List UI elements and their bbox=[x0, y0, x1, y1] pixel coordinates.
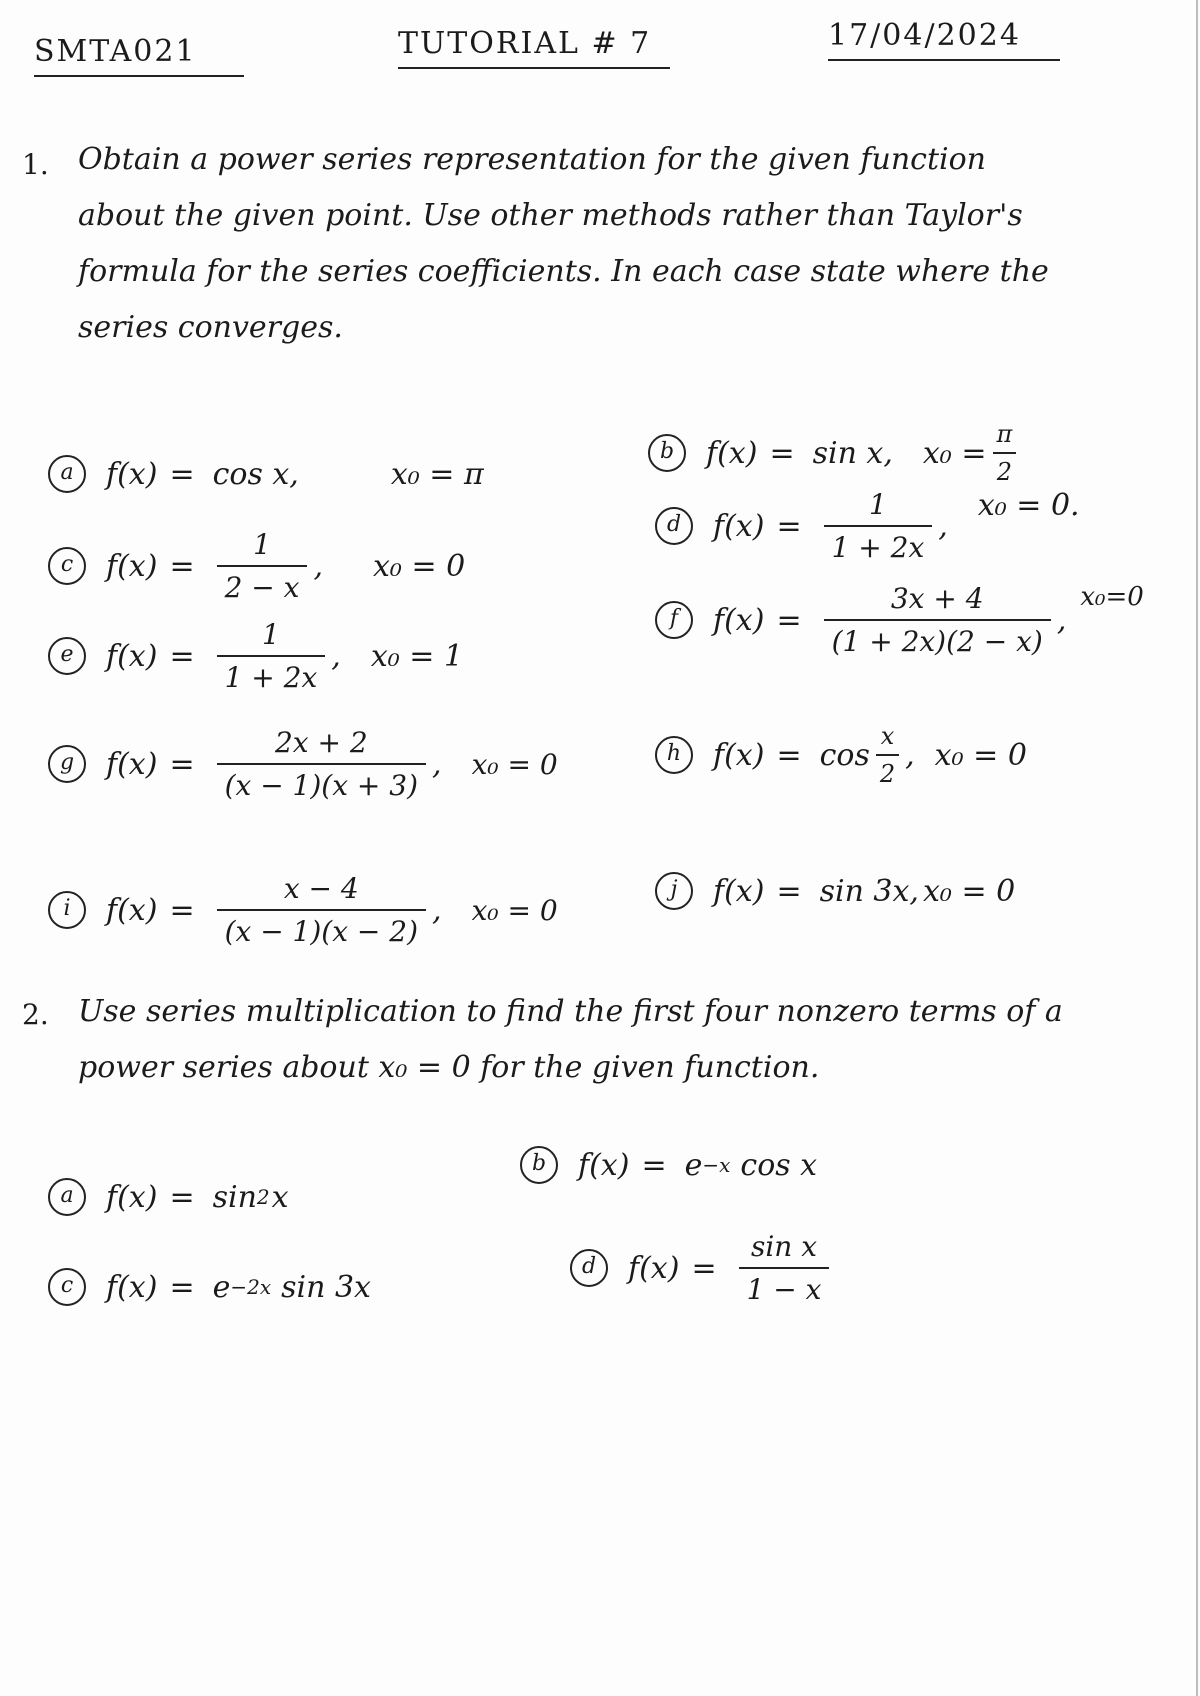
function-name: f(x) bbox=[713, 602, 765, 638]
tutorial-title-underline bbox=[398, 67, 670, 69]
item-label: i bbox=[48, 891, 86, 929]
q1-item-j bbox=[655, 872, 1015, 910]
function-name: f(x) bbox=[106, 1269, 158, 1305]
q1-item-h bbox=[655, 722, 1027, 788]
date-text: 17/04/2024 bbox=[828, 18, 1021, 53]
fraction-numerator: x bbox=[880, 722, 895, 750]
fraction-denominator: (1 + 2x)(2 − x) bbox=[831, 625, 1043, 658]
function-fraction bbox=[824, 582, 1051, 658]
fraction-denominator: (x − 1)(x − 2) bbox=[224, 915, 419, 948]
equals-sign: = bbox=[169, 1179, 195, 1215]
item-label: d bbox=[655, 507, 693, 545]
function-factor: cos x bbox=[740, 1147, 818, 1183]
equals-sign: = bbox=[691, 1250, 717, 1286]
function-fraction bbox=[217, 618, 326, 694]
q1-item-b bbox=[648, 420, 1022, 486]
function-expression: e bbox=[684, 1147, 703, 1183]
equals-sign: = bbox=[776, 873, 802, 909]
function-name: f(x) bbox=[628, 1250, 680, 1286]
function-name: f(x) bbox=[106, 1179, 158, 1215]
item-label: g bbox=[48, 745, 86, 783]
expansion-point: x₀ = π bbox=[390, 456, 484, 492]
fraction-numerator: π bbox=[996, 420, 1013, 448]
question-1-text: Obtain a power series representation for the given function about the given point. Use other methods rather than Taylor's formula for the series coefficients. In each case state where the series converges. bbox=[78, 142, 1049, 345]
q1-item-c bbox=[48, 528, 465, 604]
course-code-underline bbox=[34, 75, 244, 77]
equals-sign: = bbox=[776, 508, 802, 544]
exponent: −2x bbox=[230, 1275, 272, 1299]
function-fraction bbox=[217, 528, 308, 604]
expansion-point-fraction bbox=[993, 420, 1017, 486]
equals-sign: = bbox=[776, 737, 802, 773]
expansion-point: x₀ = 0 bbox=[471, 747, 558, 781]
q2-item-c bbox=[48, 1268, 371, 1306]
function-name: f(x) bbox=[106, 746, 158, 782]
function-name: f(x) bbox=[106, 456, 158, 492]
function-argument: x bbox=[271, 1179, 289, 1215]
function-name: f(x) bbox=[713, 737, 765, 773]
function-name: f(x) bbox=[106, 548, 158, 584]
q1-item-a bbox=[48, 455, 484, 493]
function-fraction bbox=[739, 1230, 830, 1306]
equals-sign: = bbox=[169, 1269, 195, 1305]
item-label: d bbox=[570, 1249, 608, 1287]
equals-sign: = bbox=[169, 548, 195, 584]
equals-sign: = bbox=[776, 602, 802, 638]
equals-sign: = bbox=[169, 892, 195, 928]
function-expression: sin 3x, bbox=[819, 873, 919, 909]
function-name: f(x) bbox=[706, 435, 758, 471]
item-label: a bbox=[48, 455, 86, 493]
question-2-text: Use series multiplication to find the first four nonzero terms of a power series about x₀ = 0 for the given function. bbox=[78, 994, 1063, 1085]
q2-item-d bbox=[570, 1230, 835, 1306]
equals-sign: = bbox=[641, 1147, 667, 1183]
function-name: f(x) bbox=[106, 638, 158, 674]
equals-sign: = bbox=[169, 746, 195, 782]
item-label: c bbox=[48, 1268, 86, 1306]
expansion-point: x₀ = 1 bbox=[370, 638, 464, 674]
q1-item-i bbox=[48, 872, 558, 948]
fraction-denominator: 2 bbox=[879, 760, 896, 788]
function-expression: sin bbox=[212, 1179, 257, 1215]
function-fraction bbox=[824, 488, 933, 564]
fraction-numerator: 1 bbox=[253, 528, 271, 561]
expansion-point: x₀=0 bbox=[1080, 582, 1144, 612]
separator-comma: , bbox=[1056, 602, 1067, 638]
separator-comma: , bbox=[905, 737, 915, 773]
item-label: c bbox=[48, 547, 86, 585]
q2-item-a bbox=[48, 1178, 289, 1216]
function-expression: e bbox=[212, 1269, 231, 1305]
page-edge-line bbox=[1196, 0, 1198, 1696]
function-expression: cos bbox=[819, 737, 870, 773]
q1-item-g bbox=[48, 726, 558, 802]
expansion-point: x₀ = 0. bbox=[977, 488, 1080, 523]
function-name: f(x) bbox=[713, 873, 765, 909]
item-label: a bbox=[48, 1178, 86, 1216]
fraction-denominator: (x − 1)(x + 3) bbox=[224, 769, 419, 802]
separator-comma: , bbox=[432, 746, 442, 782]
q1-item-d bbox=[655, 488, 1080, 564]
exponent: 2 bbox=[256, 1185, 270, 1209]
item-label: e bbox=[48, 637, 86, 675]
fraction-denominator: 1 + 2x bbox=[831, 531, 925, 564]
expansion-point: x₀ = 0 bbox=[471, 893, 558, 927]
expansion-point: x₀ = 0 bbox=[934, 737, 1027, 773]
argument-fraction bbox=[876, 722, 899, 788]
fraction-numerator: 3x + 4 bbox=[890, 582, 984, 615]
function-expression: cos x, bbox=[212, 456, 299, 492]
function-name: f(x) bbox=[106, 892, 158, 928]
expansion-point: x₀ = 0 bbox=[922, 873, 1016, 909]
fraction-numerator: sin x bbox=[750, 1230, 818, 1263]
equals-sign: = bbox=[169, 638, 195, 674]
item-label: b bbox=[520, 1146, 558, 1184]
function-fraction bbox=[217, 872, 426, 948]
function-factor: sin 3x bbox=[281, 1269, 371, 1305]
item-label: h bbox=[655, 736, 693, 774]
item-label: b bbox=[648, 434, 686, 472]
q1-item-f bbox=[655, 582, 1144, 658]
tutorial-title bbox=[398, 26, 670, 69]
course-code-text: SMTA021 bbox=[34, 34, 197, 69]
item-label: f bbox=[655, 601, 693, 639]
function-expression: sin x, bbox=[812, 435, 893, 471]
equals-sign: = bbox=[169, 456, 195, 492]
function-name: f(x) bbox=[713, 508, 765, 544]
fraction-numerator: 1 bbox=[262, 618, 280, 651]
fraction-denominator: 2 bbox=[996, 458, 1013, 486]
separator-comma: , bbox=[313, 548, 323, 584]
date bbox=[828, 18, 1060, 61]
tutorial-title-text: TUTORIAL # 7 bbox=[398, 26, 652, 61]
question-1-number: 1. bbox=[22, 148, 49, 181]
exponent: −x bbox=[702, 1153, 731, 1177]
expansion-point: x₀ = 0 bbox=[373, 548, 466, 584]
expansion-point: x₀ = bbox=[922, 435, 987, 471]
function-fraction bbox=[217, 726, 426, 802]
question-2-number: 2. bbox=[22, 998, 49, 1031]
separator-comma: , bbox=[331, 638, 341, 674]
separator-comma: , bbox=[938, 508, 948, 544]
fraction-denominator: 1 + 2x bbox=[224, 661, 318, 694]
q2-item-b bbox=[520, 1146, 817, 1184]
fraction-denominator: 2 − x bbox=[224, 571, 300, 604]
fraction-numerator: 1 bbox=[869, 488, 887, 521]
function-name: f(x) bbox=[578, 1147, 630, 1183]
fraction-numerator: x − 4 bbox=[283, 872, 359, 905]
fraction-numerator: 2x + 2 bbox=[274, 726, 368, 759]
fraction-denominator: 1 − x bbox=[746, 1273, 822, 1306]
item-label: j bbox=[655, 872, 693, 910]
date-underline bbox=[828, 59, 1060, 61]
separator-comma: , bbox=[432, 892, 442, 928]
q1-item-e bbox=[48, 618, 463, 694]
equals-sign: = bbox=[769, 435, 795, 471]
course-code bbox=[34, 34, 244, 77]
